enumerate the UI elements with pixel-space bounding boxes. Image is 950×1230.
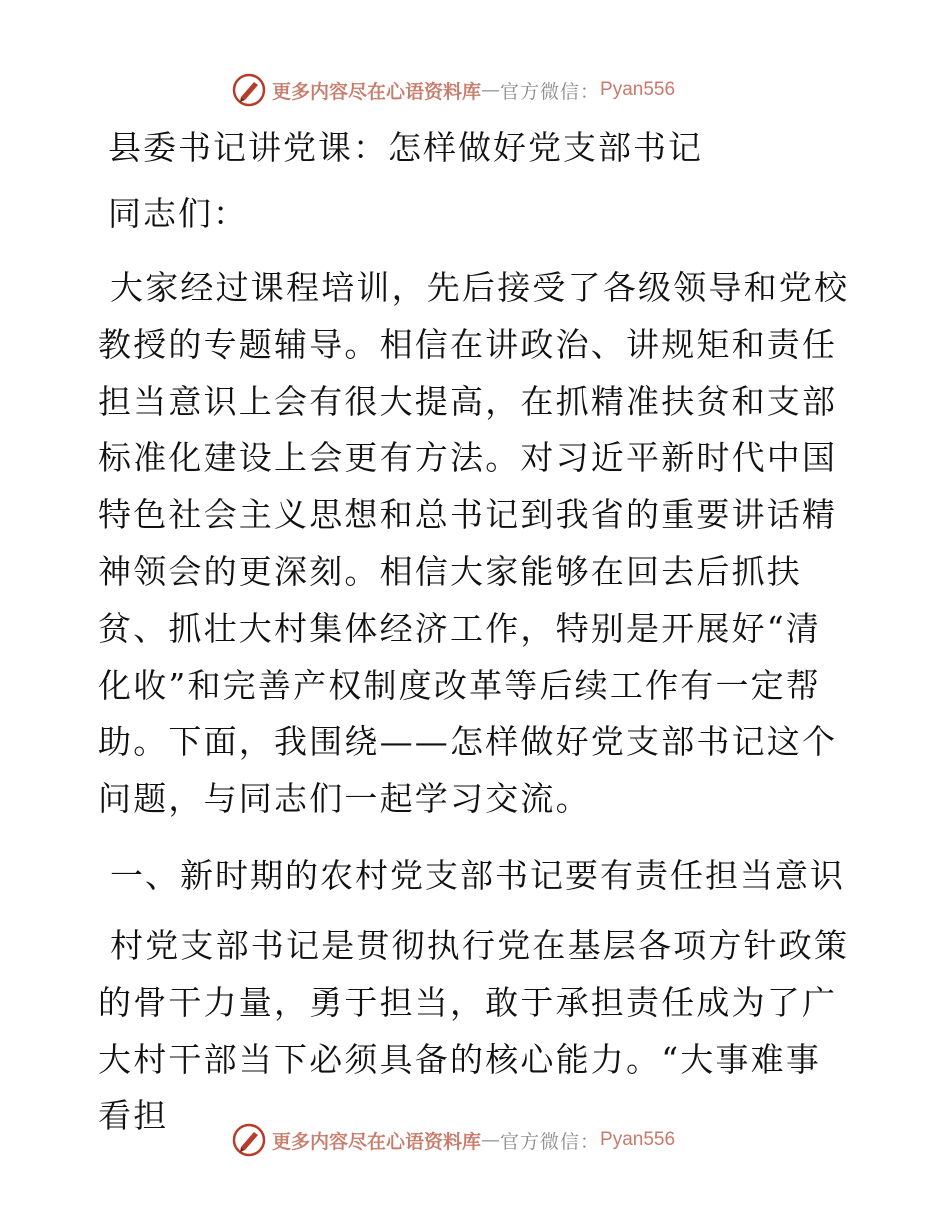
document-title: 县委书记讲党课：怎样做好党支部书记 (108, 128, 703, 167)
watermark-wechat-id: Pyan556 (600, 1129, 676, 1150)
paragraph-intro: 大家经过课程培训，先后接受了各级领导和党校教授的专题辅导。相信在讲政治、讲规矩和责任担当意识上会有很大提高，在抓精准扶贫和支部标准化建设上会更有方法。对习近平新时代中国特色社会主义思想和总书记到我省的重要讲话精神领会的更深刻。相信大家能够在回去后抓扶贫、抓壮大村集体经济工作，特别是开展好“清化收”和完善产权制度改革等后续工作有一定帮助。下面，我围绕——怎样做好党支部书记这个问题，与同志们一起学习交流。 (98, 268, 850, 819)
watermark-dash: — (481, 79, 501, 101)
document-body (98, 122, 854, 1145)
watermark-text: 更多内容尽在心语资料库 (272, 80, 482, 103)
watermark-text: 更多内容尽在心语资料库 (272, 1130, 482, 1153)
salutation: 同志们： (108, 194, 248, 233)
watermark-official-label: 官方微信： (500, 1130, 601, 1153)
watermark-official-label: 官方微信： (500, 80, 601, 103)
watermark-wechat-id: Pyan556 (600, 79, 676, 100)
pen-logo-icon (232, 1123, 266, 1157)
header-watermark (232, 72, 675, 108)
footer-watermark (232, 1122, 675, 1158)
paragraph-section-1: 村党支部书记是贯彻执行党在基层各项方针政策的骨干力量，勇于担当，敢于承担责任成为了广大村干部当下必须具备的核心能力。“大事难事看担 (98, 925, 850, 1136)
watermark-dash: — (481, 1129, 501, 1151)
pen-logo-icon (232, 73, 266, 107)
section-heading-1: 一、新时期的农村党支部书记要有责任担当意识 (110, 855, 845, 895)
